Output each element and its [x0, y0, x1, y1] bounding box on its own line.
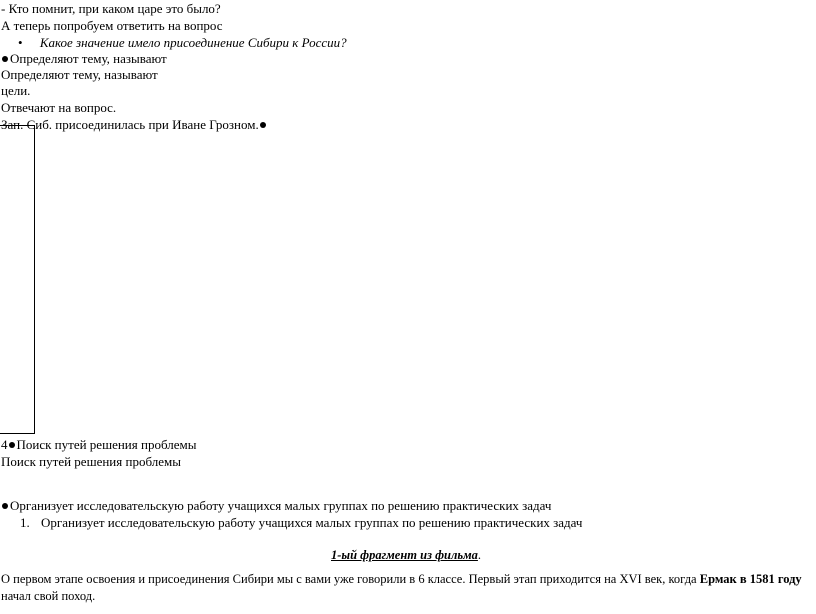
empty-frame — [0, 125, 35, 434]
section-4-heading — [1, 436, 196, 453]
fragment-title-dot: . — [477, 548, 482, 562]
goals-line: цели. — [1, 83, 31, 98]
topic-line-bullet — [1, 50, 167, 67]
section-number: 4 — [1, 437, 8, 452]
section-4-subtitle: Поиск путей решения проблемы — [1, 454, 181, 469]
bullet-marker: • — [18, 35, 23, 50]
question-text: Какое значение имело присоединение Сибири к России? — [39, 35, 347, 50]
organizes-line-bullet — [1, 497, 551, 514]
bullet-dot-icon — [9, 442, 15, 448]
answer-line: Отвечают на вопрос. — [1, 100, 117, 115]
organizes-line-numbered — [20, 514, 582, 531]
topic-line: Определяют тему, называют — [1, 67, 158, 82]
list-number: 1. — [20, 515, 30, 530]
west-siberia-text: Зап. Сиб. присоединилась при Иване Грозном. — [1, 117, 259, 132]
paragraph-text-end: начал свой поход. — [1, 589, 96, 603]
fragment-title: 1-ый фрагмент из фильма — [331, 548, 478, 562]
paragraph-bold-text: Ермак в 1581 году — [699, 572, 802, 586]
paragraph-text-start: О первом этапе освоения и присоединения Сибири мы с вами уже говорили в 6 классе. Первый этап приходится на XVI век, когда — [1, 572, 700, 586]
question-line: - Кто помнит, при каком царе это было? — [1, 1, 221, 16]
bullet-question — [18, 34, 347, 51]
fragment-title-line — [331, 547, 481, 564]
bullet-dot-icon — [2, 503, 8, 509]
organizes-numbered-text: Организует исследовательскую работу учащихся малых группах по решению практических задач — [41, 515, 583, 530]
section-title: Поиск путей решения проблемы — [16, 437, 197, 452]
organizes-text: Организует исследовательскую работу учащихся малых группах по решению практических задач — [10, 498, 552, 513]
topic-text: Определяют тему, называют — [10, 51, 167, 66]
history-paragraph — [1, 571, 811, 605]
intro-line: А теперь попробуем ответить на вопрос — [1, 18, 223, 33]
bullet-dot-icon — [260, 122, 266, 128]
west-siberia-line — [1, 116, 268, 133]
bullet-dot-icon — [2, 56, 8, 62]
